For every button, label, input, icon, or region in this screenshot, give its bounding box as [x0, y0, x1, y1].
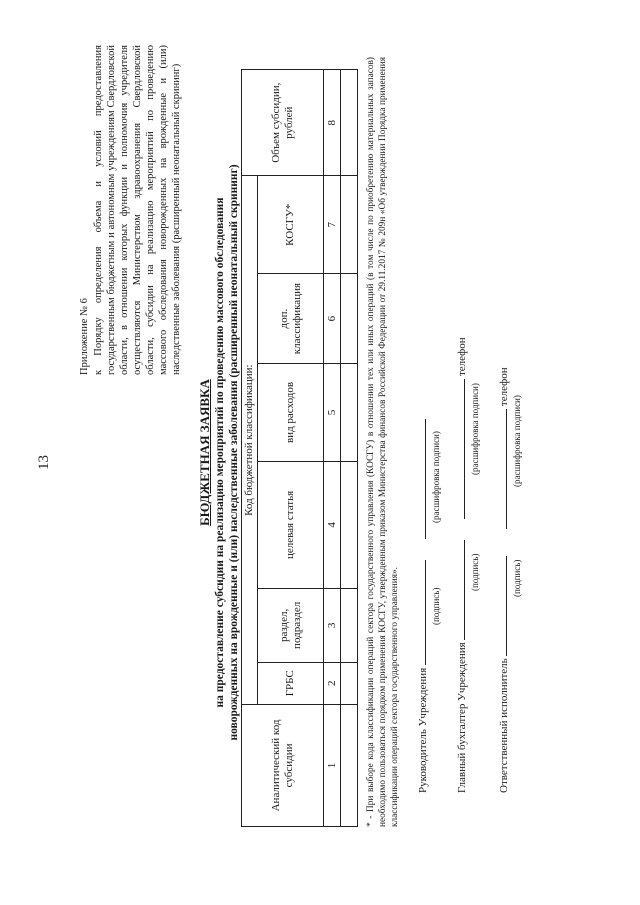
appendix-text: к Порядку определения объема и условий предоставления государственным бюджетным и автономным учреждениям Свердловской области, в отношении которых функции и полномочия учредителя осуществляются Министерством здравоохранения Свердловской области, субсидии на реализацию мероприятий по проведению массового обследования новорожденных на врожденные и (или) наследственные заболевания (расширенный неонатальный скрининг) — [93, 45, 182, 375]
phone-label: телефон — [456, 337, 468, 377]
phone-label: телефон — [498, 367, 510, 407]
signature-line[interactable] — [495, 556, 507, 656]
signature-caption: (подпись) — [431, 587, 441, 625]
title-line-3: новорожденных на врожденные и (или) наследственные заболевания (расширенный неонатальный скрининг) — [228, 164, 240, 741]
signature-label: Ответственный исполнитель — [498, 658, 510, 793]
header-expense-type: вид расходов — [258, 364, 324, 462]
empty-cell[interactable] — [341, 461, 358, 588]
signature-head — [414, 273, 441, 793]
title-line-2: на предоставление субсидии на реализацию мероприятий по проведению массового обследования — [214, 197, 226, 708]
header-extra-classification: доп. классификация — [258, 274, 324, 364]
signature-caption: (подпись) — [512, 559, 522, 597]
signature-label: Руководитель Учреждения — [417, 667, 429, 793]
column-number: 3 — [324, 589, 341, 663]
budget-table — [241, 69, 358, 827]
empty-cell[interactable] — [341, 589, 358, 663]
column-number: 2 — [324, 662, 341, 704]
page-number: 13 — [36, 455, 52, 470]
title-line-1: БЮДЖЕТНАЯ ЗАЯВКА — [197, 379, 212, 526]
column-number: 4 — [324, 461, 341, 588]
document-title — [197, 30, 241, 875]
column-number: 1 — [324, 704, 341, 826]
signature-chief-accountant — [453, 273, 480, 793]
signature-caption: (подпись) — [470, 553, 480, 591]
signature-line[interactable] — [453, 540, 465, 640]
signature-line[interactable] — [414, 560, 426, 665]
name-line[interactable] — [453, 379, 465, 519]
empty-cell[interactable] — [341, 662, 358, 704]
column-number: 5 — [324, 364, 341, 462]
empty-cell[interactable] — [341, 364, 358, 462]
header-grbs: ГРБС — [258, 662, 324, 704]
header-analytic-code: Аналитический код субсидии — [242, 704, 324, 826]
appendix-block — [78, 45, 183, 375]
column-number: 6 — [324, 274, 341, 364]
name-caption: (расшифровка подписи) — [431, 431, 441, 523]
empty-cell[interactable] — [341, 176, 358, 274]
signature-executor — [495, 273, 522, 793]
kosgu-footnote: * - При выборе кода классификации операций сектора государственного управления (КОСГУ) в отношении тех или иных операций (в том числе по приобретению материальных запасов) необходимо пользоваться порядком применения КОСГУ, утвержденным приказом Министерства финансов Российской Федерации от 29.11.2017 № 209н «Об утверждении Порядка применения классификации операций сектора государственного управления». — [366, 57, 400, 827]
header-target-article: целевая статья — [258, 461, 324, 588]
name-line[interactable] — [495, 409, 507, 529]
column-number: 7 — [324, 176, 341, 274]
empty-cell[interactable] — [341, 274, 358, 364]
header-budget-classification: Код бюджетной классификации: — [242, 176, 258, 704]
signature-label: Главный бухгалтер Учреждения — [456, 642, 468, 793]
name-caption: (расшифровка подписи) — [512, 395, 522, 487]
header-subsidy-amount: Объем субсидии, рублей — [242, 70, 324, 176]
name-line[interactable] — [414, 419, 426, 539]
empty-cell[interactable] — [341, 704, 358, 826]
column-number: 8 — [324, 70, 341, 176]
header-section: раздел, подраздел — [258, 589, 324, 663]
header-kosgu: КОСГУ* — [258, 176, 324, 274]
empty-cell[interactable] — [341, 70, 358, 176]
name-caption: (расшифровка подписи) — [470, 383, 480, 475]
appendix-title: Приложение № 6 — [79, 298, 90, 375]
